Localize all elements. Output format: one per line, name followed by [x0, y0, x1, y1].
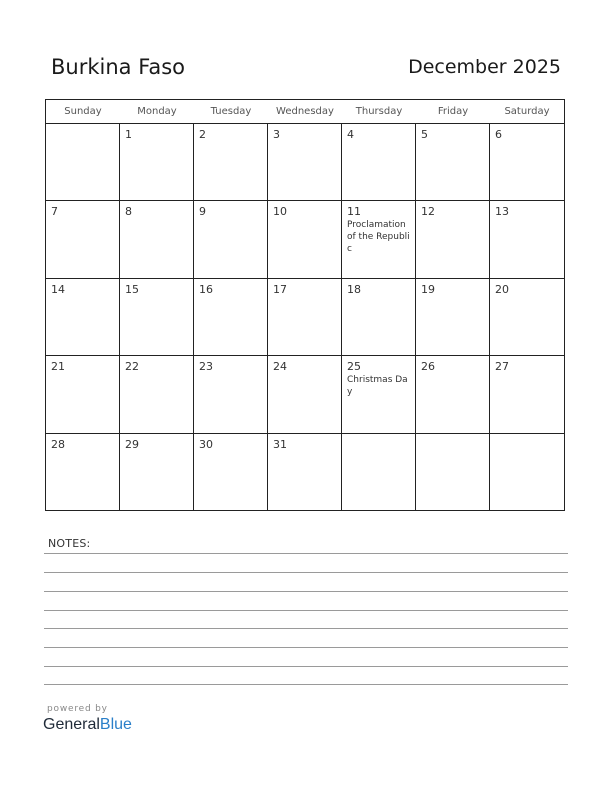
- day-cell: [342, 279, 416, 356]
- day-number: 28: [51, 437, 65, 451]
- day-cell: [342, 124, 416, 201]
- day-cell: [46, 201, 120, 278]
- day-number: 29: [125, 437, 139, 451]
- day-number: 27: [495, 360, 509, 374]
- day-cell: [490, 356, 564, 433]
- day-number: 7: [51, 205, 58, 219]
- note-line: [44, 610, 568, 611]
- note-line: [44, 628, 568, 629]
- day-cell: [268, 201, 342, 278]
- day-number: 17: [273, 282, 287, 296]
- note-line: [44, 666, 568, 667]
- note-line: [44, 553, 568, 554]
- notes-label: NOTES:: [48, 537, 91, 550]
- day-number: 3: [273, 128, 280, 141]
- day-number: 15: [125, 282, 139, 296]
- generalblue-logo[interactable]: [43, 716, 132, 734]
- weekday-thursday: Thursday: [355, 106, 403, 117]
- note-line: [44, 684, 568, 685]
- day-number: 23: [199, 360, 213, 374]
- note-line: [44, 572, 568, 573]
- note-line: [44, 647, 568, 648]
- powered-by-text: powered by: [47, 704, 108, 714]
- day-number: 19: [421, 282, 435, 296]
- day-number: 31: [273, 437, 287, 451]
- day-number: 10: [273, 205, 287, 219]
- weekday-saturday: Saturday: [504, 106, 550, 117]
- day-cell: [268, 434, 342, 511]
- day-number: 14: [51, 282, 65, 296]
- day-number: 21: [51, 360, 65, 374]
- holiday-label: Christmas Day: [347, 375, 408, 398]
- calendar-grid: [45, 99, 565, 511]
- calendar-body: [46, 124, 564, 511]
- brand-general: General: [43, 716, 100, 733]
- day-number: 5: [421, 128, 428, 141]
- brand-blue: Blue: [99, 716, 132, 733]
- day-cell: [120, 279, 194, 356]
- day-cell: [120, 434, 194, 511]
- day-number: 8: [125, 205, 132, 219]
- month-title: December 2025: [408, 56, 561, 78]
- day-cell: [194, 201, 268, 278]
- day-cell: [120, 201, 194, 278]
- day-cell: [120, 356, 194, 433]
- day-number: 26: [421, 360, 435, 374]
- day-cell: [490, 201, 564, 278]
- weekday-wednesday: Wednesday: [276, 106, 334, 117]
- day-cell: [416, 124, 490, 201]
- day-cell: [46, 279, 120, 356]
- day-cell: [416, 201, 490, 278]
- country-title: Burkina Faso: [51, 55, 186, 79]
- day-number: 16: [199, 282, 213, 296]
- day-cell: [46, 434, 120, 511]
- day-cell: [46, 124, 120, 201]
- day-number: 9: [199, 205, 206, 219]
- day-number: 20: [495, 282, 509, 296]
- day-cell: [194, 279, 268, 356]
- holiday-label: Proclamation of the Republic: [347, 220, 410, 255]
- day-cell: [268, 124, 342, 201]
- day-cell: [416, 279, 490, 356]
- day-cell: [490, 434, 564, 511]
- day-number: 2: [199, 128, 206, 141]
- day-cell: [268, 356, 342, 433]
- day-cell: [416, 434, 490, 511]
- day-number: 4: [347, 128, 354, 141]
- day-cell: [490, 124, 564, 201]
- day-number: 25: [347, 360, 361, 374]
- day-cell: [416, 356, 490, 433]
- day-number: 11: [347, 205, 361, 219]
- weekday-tuesday: Tuesday: [210, 106, 252, 117]
- day-number: 6: [495, 128, 502, 141]
- day-cell: [490, 279, 564, 356]
- weekday-sunday: Sunday: [64, 106, 102, 117]
- weekday-monday: Monday: [137, 106, 177, 117]
- day-cell: [46, 356, 120, 433]
- day-number: 24: [273, 360, 287, 374]
- day-cell: [194, 434, 268, 511]
- day-cell: [194, 124, 268, 201]
- day-number: 13: [495, 205, 509, 219]
- day-number: 12: [421, 205, 435, 219]
- day-number: 22: [125, 360, 139, 374]
- day-cell: [342, 356, 416, 433]
- day-cell: [120, 124, 194, 201]
- weekday-header: [46, 100, 564, 124]
- day-cell: [342, 434, 416, 511]
- day-cell: [268, 279, 342, 356]
- day-number: 18: [347, 282, 361, 296]
- note-line: [44, 591, 568, 592]
- day-cell: [194, 356, 268, 433]
- day-number: 30: [199, 437, 213, 451]
- day-number: 1: [125, 128, 132, 141]
- weekday-friday: Friday: [437, 106, 469, 117]
- day-cell: [342, 201, 416, 278]
